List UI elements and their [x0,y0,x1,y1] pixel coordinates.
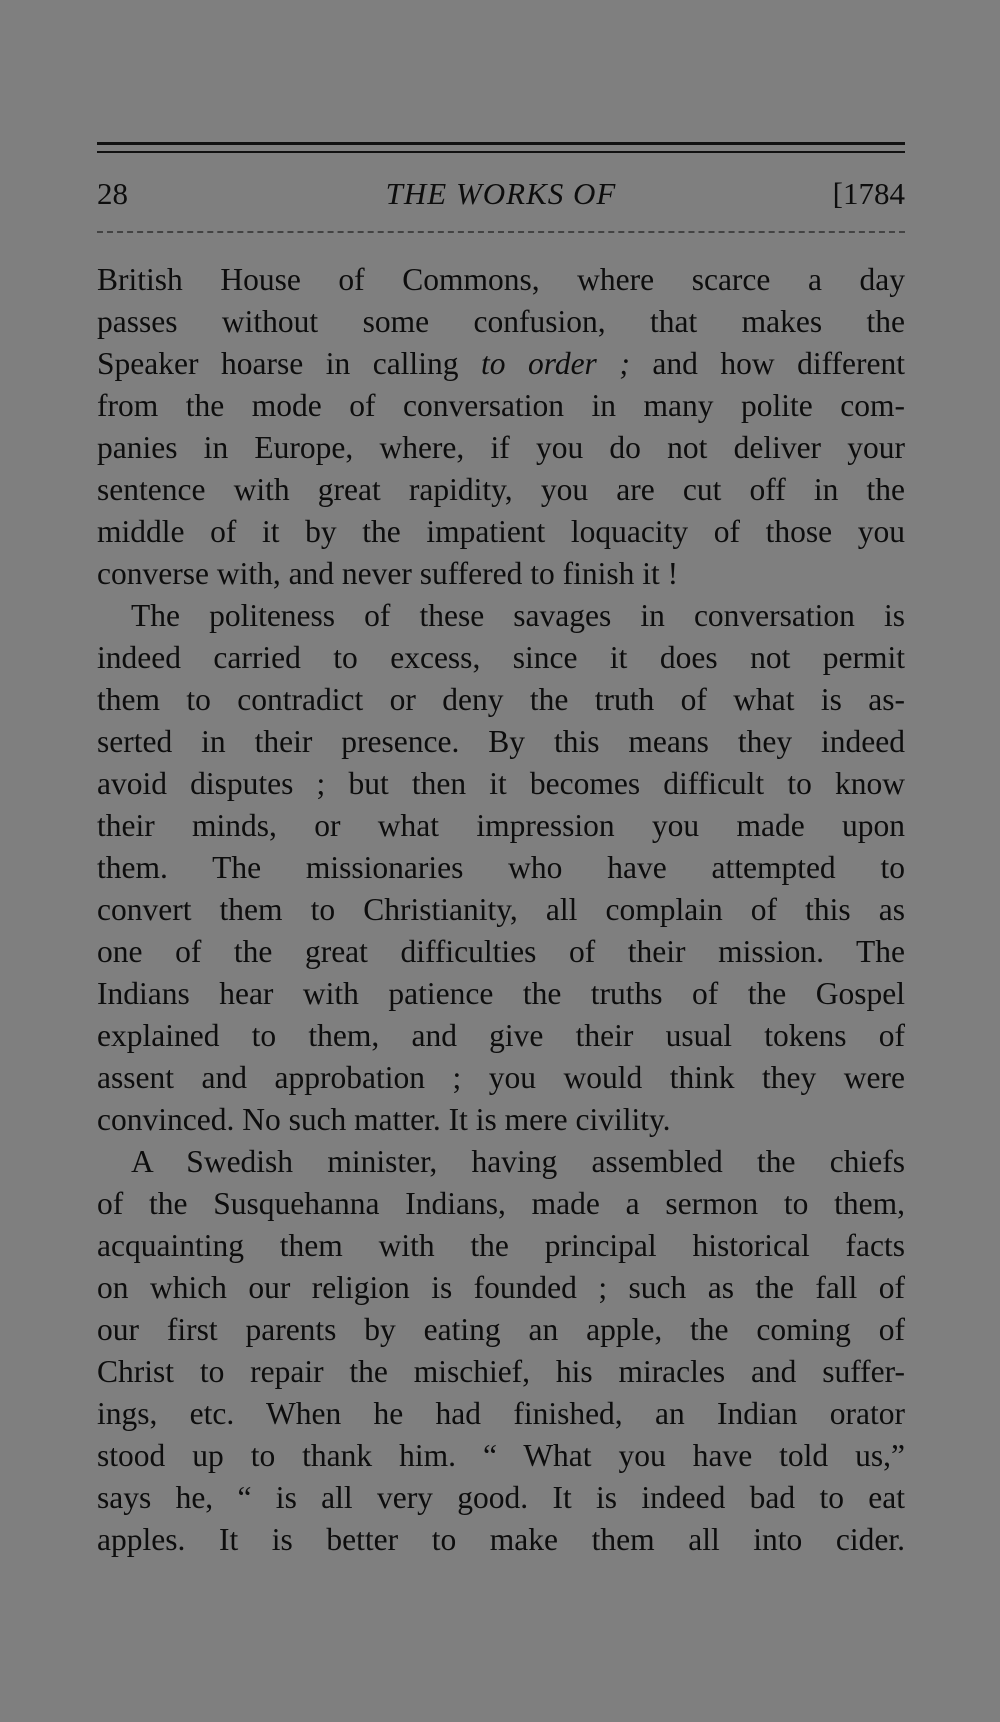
text-line: acquainting them with the principal historical facts [97,1228,905,1263]
paragraph-1 [97,259,905,595]
paragraph-2 [97,595,905,1141]
text-line: assent and approbation ; you would think they were [97,1060,905,1095]
text-line: apples. It is better to make them all into cider. [97,1522,905,1557]
text-line: says he, “ is all very good. It is indeed bad to eat [97,1480,905,1515]
running-year: [1784 [832,176,905,211]
text-line: Christ to repair the mischief, his miracles and suffer- [97,1354,905,1389]
text-line: ings, etc. When he had finished, an Indian orator [97,1396,905,1431]
text-line: them. The missionaries who have attempted to [97,850,905,885]
header-divider [97,231,905,233]
text-line: our first parents by eating an apple, the coming of [97,1312,905,1347]
text-line: A Swedish minister, having assembled the chiefs [131,1144,905,1179]
text-line: Indians hear with patience the truths of the Gospel [97,976,905,1011]
text-line: passes without some confusion, that makes the [97,304,905,339]
body-text [97,259,905,1561]
text-line: panies in Europe, where, if you do not deliver your [97,430,905,465]
text-line: avoid disputes ; but then it becomes difficult to know [97,766,905,801]
text-line: sentence with great rapidity, you are cut off in the [97,472,905,507]
text-line: them to contradict or deny the truth of what is as- [97,682,905,717]
text-line: indeed carried to excess, since it does not permit [97,640,905,675]
text-line: explained to them, and give their usual tokens of [97,1018,905,1053]
text-line: one of the great difficulties of their mission. The [97,934,905,969]
text-line: convert them to Christianity, all complain of this as [97,892,905,927]
text-line: from the mode of conversation in many polite com- [97,388,905,423]
text-run: Speaker hoarse in calling [97,346,481,381]
text-line: middle of it by the impatient loquacity of those you [97,514,905,549]
book-page [97,0,905,1722]
text-run: and how different [629,346,905,381]
text-line: on which our religion is founded ; such as the fall of [97,1270,905,1305]
text-line: The politeness of these savages in conversation is [131,598,905,633]
text-line: British House of Commons, where scarce a day [97,262,905,297]
text-line: stood up to thank him. “ What you have told us,” [97,1438,905,1473]
text-line: convinced. No such matter. It is mere civility. [97,1102,671,1137]
running-title: THE WORKS OF [385,176,617,211]
text-line: converse with, and never suffered to finish it ! [97,556,679,591]
text-line: serted in their presence. By this means they indeed [97,724,905,759]
page-number: 28 [97,176,128,211]
paragraph-3 [97,1141,905,1561]
text-line: their minds, or what impression you made upon [97,808,905,843]
italic-phrase: to order ; [480,346,630,381]
running-head [97,172,905,220]
text-line [97,343,905,385]
top-double-rule-lower [97,151,905,153]
top-double-rule-upper [97,142,905,145]
text-line: of the Susquehanna Indians, made a sermon to them, [97,1186,905,1221]
